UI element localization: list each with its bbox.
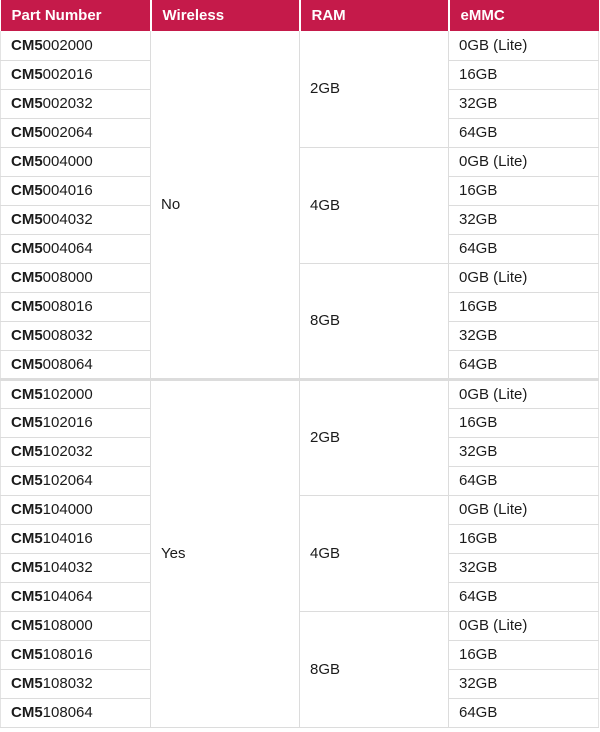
- part-number-prefix: CM5: [11, 95, 43, 112]
- emmc-cell: 64GB: [449, 234, 599, 263]
- emmc-cell: 0GB (Lite): [449, 263, 599, 292]
- part-number-suffix: 102064: [42, 472, 93, 489]
- part-number-prefix: CM5: [11, 327, 43, 344]
- part-number-cell: [1, 350, 151, 379]
- part-number-suffix: 102016: [42, 414, 93, 431]
- part-number-suffix: 004000: [42, 153, 93, 170]
- part-number-cell: [1, 669, 151, 698]
- part-number-prefix: CM5: [11, 704, 43, 721]
- emmc-cell: 64GB: [449, 582, 599, 611]
- part-number-prefix: CM5: [11, 414, 43, 431]
- part-number-cell: [1, 408, 151, 437]
- part-number-prefix: CM5: [11, 443, 43, 460]
- emmc-cell: 16GB: [449, 292, 599, 321]
- part-number-suffix: 108016: [42, 646, 93, 663]
- part-number-suffix: 108032: [42, 675, 93, 692]
- part-number-cell: [1, 176, 151, 205]
- part-number-suffix: 104000: [42, 501, 93, 518]
- part-number-suffix: 102032: [42, 443, 93, 460]
- part-number-suffix: 104032: [42, 559, 93, 576]
- ram-cell: 4GB: [300, 495, 449, 611]
- ram-cell: 8GB: [300, 611, 449, 727]
- part-number-prefix: CM5: [11, 36, 43, 54]
- part-number-prefix: CM5: [11, 588, 43, 605]
- part-number-cell: [1, 640, 151, 669]
- part-number-prefix: CM5: [11, 385, 43, 403]
- table-row: [1, 31, 599, 60]
- part-number-prefix: CM5: [11, 66, 43, 83]
- part-number-prefix: CM5: [11, 501, 43, 518]
- table-row: [1, 611, 599, 640]
- part-number-suffix: 002016: [42, 66, 93, 83]
- emmc-cell: 32GB: [449, 205, 599, 234]
- ram-cell: 4GB: [300, 147, 449, 263]
- header-emmc: eMMC: [449, 0, 599, 31]
- header-row: [1, 0, 599, 31]
- table-body: [1, 31, 599, 727]
- part-number-suffix: 004016: [42, 182, 93, 199]
- emmc-cell: 0GB (Lite): [449, 495, 599, 524]
- part-number-cell: [1, 611, 151, 640]
- part-number-cell: [1, 60, 151, 89]
- part-number-cell: [1, 89, 151, 118]
- header-wireless: Wireless: [151, 0, 300, 31]
- part-number-suffix: 108000: [42, 617, 93, 634]
- emmc-cell: 16GB: [449, 640, 599, 669]
- part-number-cell: [1, 698, 151, 727]
- part-number-suffix: 004032: [42, 211, 93, 228]
- part-number-suffix: 008064: [42, 355, 93, 373]
- part-number-cell: [1, 31, 151, 60]
- part-number-cell: [1, 553, 151, 582]
- emmc-cell: 16GB: [449, 524, 599, 553]
- part-number-suffix: 002032: [42, 95, 93, 112]
- part-number-prefix: CM5: [11, 559, 43, 576]
- part-number-cell: [1, 524, 151, 553]
- part-number-prefix: CM5: [11, 472, 43, 489]
- ram-cell: 8GB: [300, 263, 449, 379]
- emmc-cell: 16GB: [449, 60, 599, 89]
- part-number-prefix: CM5: [11, 182, 43, 199]
- part-number-prefix: CM5: [11, 153, 43, 170]
- part-number-suffix: 108064: [42, 704, 93, 721]
- emmc-cell: 32GB: [449, 553, 599, 582]
- emmc-cell: 32GB: [449, 669, 599, 698]
- emmc-cell: 0GB (Lite): [449, 31, 599, 60]
- table-header: [1, 0, 599, 31]
- part-number-cell: [1, 379, 151, 408]
- part-number-prefix: CM5: [11, 355, 43, 373]
- emmc-cell: 0GB (Lite): [449, 147, 599, 176]
- part-number-suffix: 104016: [42, 530, 93, 547]
- part-number-cell: [1, 292, 151, 321]
- part-number-suffix: 104064: [42, 588, 93, 605]
- part-number-prefix: CM5: [11, 617, 43, 634]
- emmc-cell: 64GB: [449, 698, 599, 727]
- part-number-suffix: 008016: [42, 298, 93, 315]
- table-row: [1, 147, 599, 176]
- part-number-prefix: CM5: [11, 646, 43, 663]
- part-number-suffix: 002064: [42, 124, 93, 141]
- table-row: [1, 495, 599, 524]
- emmc-cell: 32GB: [449, 89, 599, 118]
- emmc-cell: 64GB: [449, 466, 599, 495]
- wireless-cell: No: [151, 31, 300, 379]
- part-number-suffix: 004064: [42, 240, 93, 257]
- part-number-cell: [1, 321, 151, 350]
- emmc-cell: 16GB: [449, 176, 599, 205]
- part-number-prefix: CM5: [11, 675, 43, 692]
- part-number-cell: [1, 437, 151, 466]
- part-number-cell: [1, 582, 151, 611]
- part-number-cell: [1, 118, 151, 147]
- header-part-number: Part Number: [1, 0, 151, 31]
- part-number-prefix: CM5: [11, 269, 43, 286]
- emmc-cell: 0GB (Lite): [449, 379, 599, 408]
- part-number-cell: [1, 495, 151, 524]
- header-ram: RAM: [300, 0, 449, 31]
- wireless-cell: Yes: [151, 379, 300, 727]
- part-number-prefix: CM5: [11, 211, 43, 228]
- emmc-cell: 64GB: [449, 350, 599, 379]
- part-number-cell: [1, 234, 151, 263]
- table-row: [1, 263, 599, 292]
- part-number-prefix: CM5: [11, 530, 43, 547]
- table-row: [1, 379, 599, 408]
- ram-cell: 2GB: [300, 31, 449, 147]
- part-number-prefix: CM5: [11, 298, 43, 315]
- part-number-prefix: CM5: [11, 240, 43, 257]
- part-number-cell: [1, 205, 151, 234]
- part-number-cell: [1, 466, 151, 495]
- part-number-suffix: 008032: [42, 327, 93, 344]
- emmc-cell: 32GB: [449, 321, 599, 350]
- emmc-cell: 32GB: [449, 437, 599, 466]
- emmc-cell: 0GB (Lite): [449, 611, 599, 640]
- emmc-cell: 64GB: [449, 118, 599, 147]
- part-number-cell: [1, 147, 151, 176]
- ram-cell: 2GB: [300, 379, 449, 495]
- part-number-suffix: 102000: [42, 385, 93, 403]
- part-number-cell: [1, 263, 151, 292]
- emmc-cell: 16GB: [449, 408, 599, 437]
- part-number-prefix: CM5: [11, 124, 43, 141]
- part-number-suffix: 008000: [42, 269, 93, 286]
- part-number-suffix: 002000: [42, 36, 93, 54]
